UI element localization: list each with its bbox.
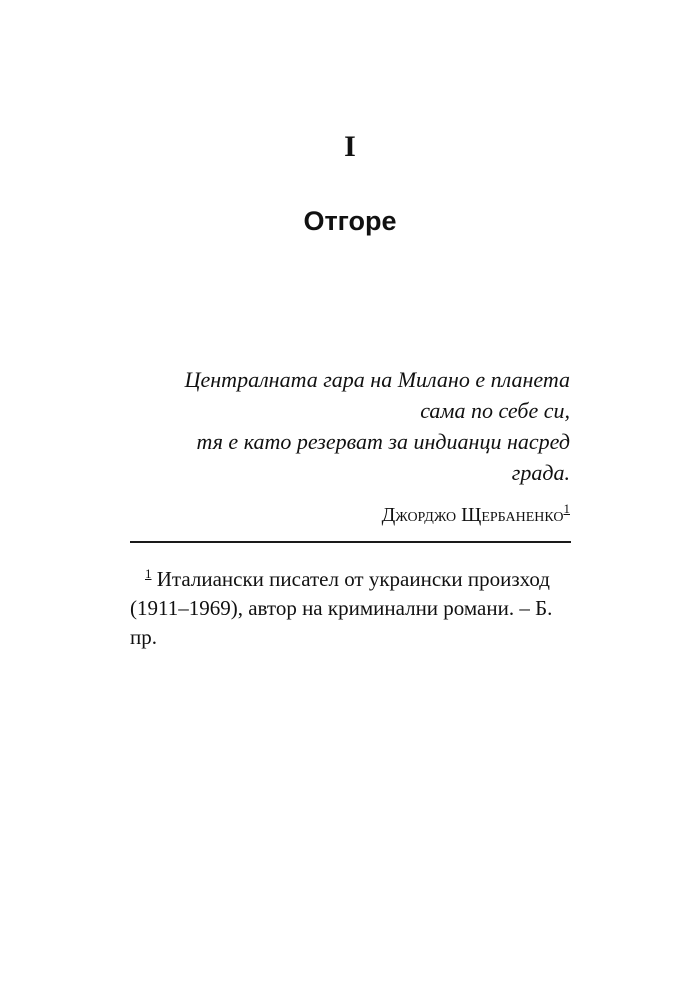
epigraph-line: сама по себе си, bbox=[420, 398, 570, 423]
epigraph-line: града. bbox=[511, 460, 570, 485]
part-number: I bbox=[344, 130, 356, 163]
epigraph bbox=[160, 364, 570, 488]
footnote-divider bbox=[130, 541, 571, 543]
footnote-reference-link[interactable]: 1 bbox=[563, 501, 570, 516]
epigraph-line: Централната гара на Милано е планета bbox=[184, 367, 570, 392]
epigraph-attribution bbox=[160, 500, 570, 530]
footnote-marker[interactable]: 1 bbox=[145, 566, 152, 581]
footnote-text: Италиански писател от украински произход (1911–1969), автор на криминални романи. – Б. пр. bbox=[130, 567, 553, 649]
epigraph-line: тя е като резерват за индианци насред bbox=[196, 429, 570, 454]
footnote bbox=[130, 565, 575, 652]
chapter-title: Отгоре bbox=[303, 206, 397, 236]
epigraph-author: Джорджо Щербаненко bbox=[381, 504, 564, 526]
